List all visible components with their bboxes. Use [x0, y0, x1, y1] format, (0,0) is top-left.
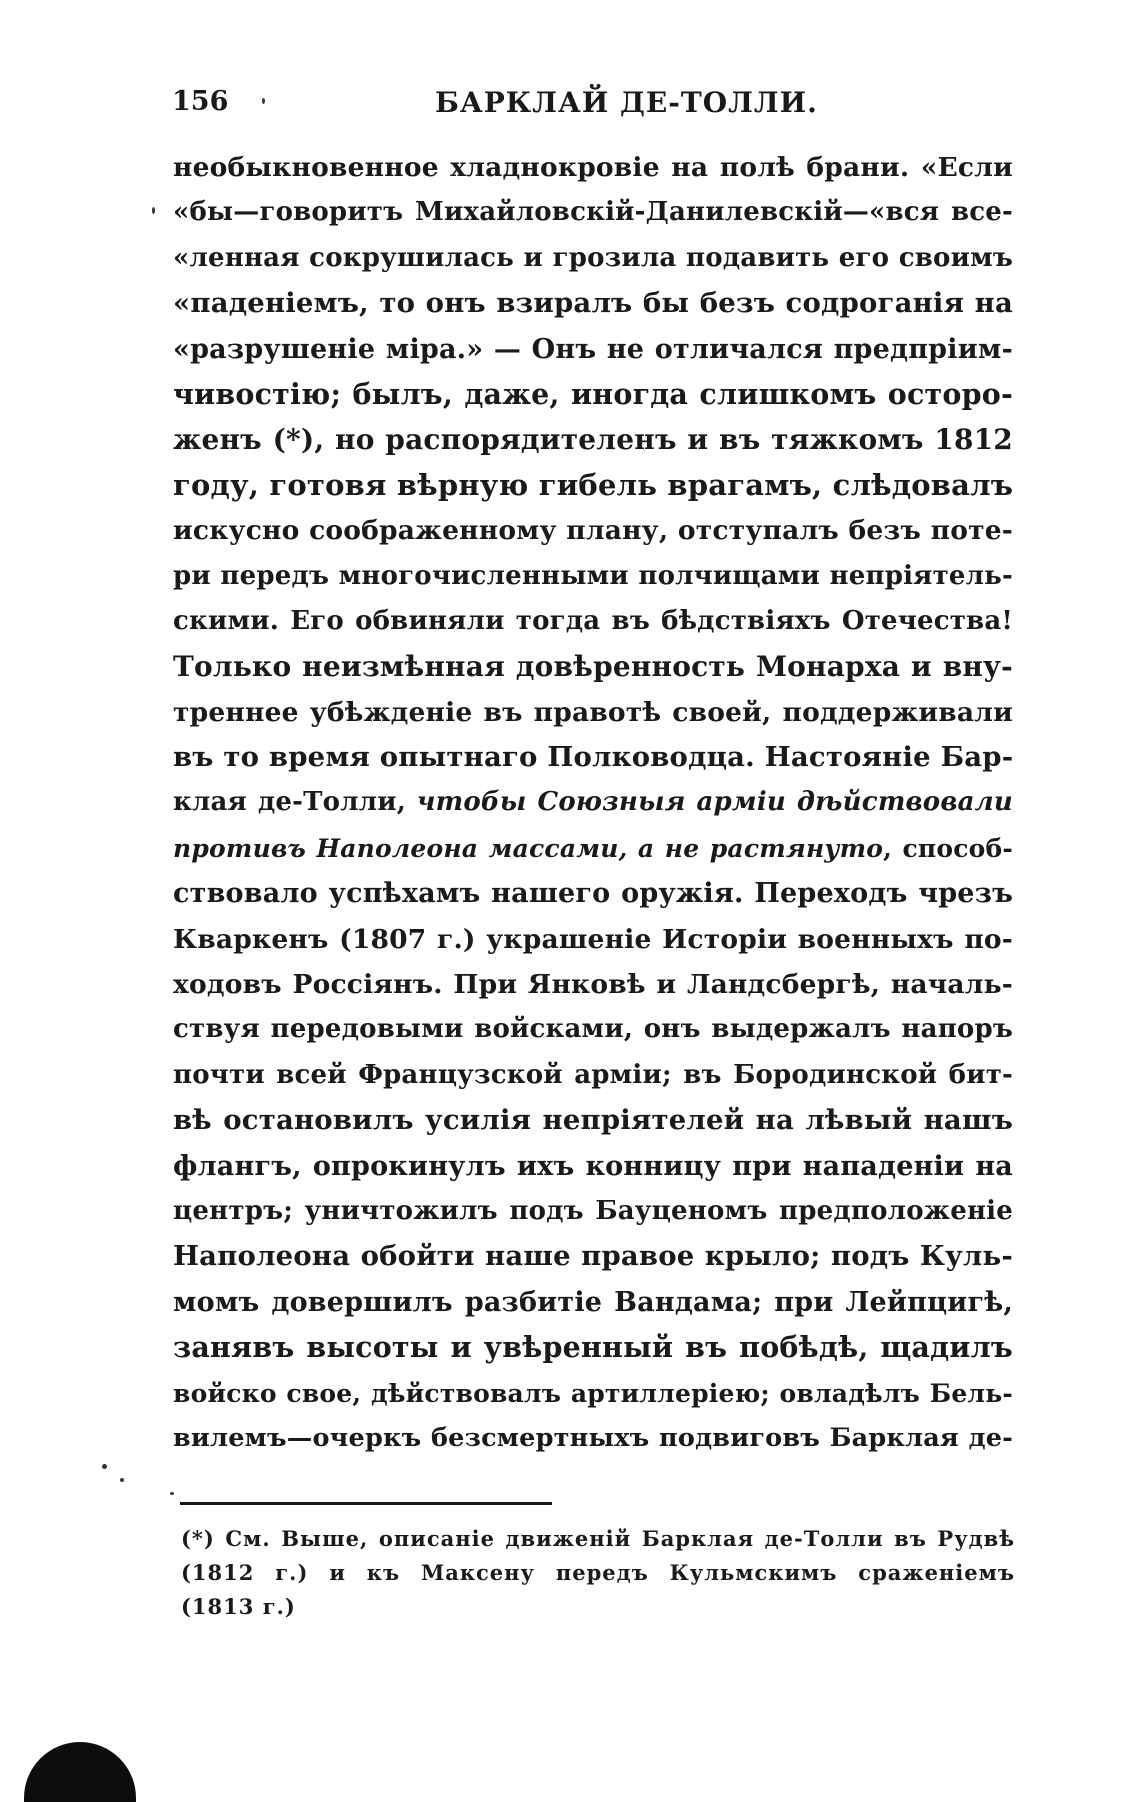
text-line: Кваркенъ (1807 г.) украшеніе Исторіи военныхъ по-	[173, 923, 1013, 955]
text-line: ри передъ многочисленными полчищами непріятель-	[173, 560, 1013, 591]
scan-thumb-shadow	[24, 1742, 136, 1802]
footnote-line: (*) См. Выше, описаніе движеній Барклая де-Толли въ Рудвѣ	[181, 1526, 1015, 1551]
footnote-line: (1812 г.) и къ Максену передъ Кульмскимъ сраженіемъ	[181, 1560, 1015, 1585]
text-line: ствуя передовыми войсками, онъ выдержалъ напоръ	[173, 1014, 1013, 1045]
text-line: вѣ остановилъ усилія непріятелей на лѣвый нашъ	[173, 1104, 1013, 1137]
footnote-rule	[180, 1502, 552, 1505]
italic-phrase: чтобы Союзныя арміи дѣйствовали	[416, 787, 1013, 818]
text-line: скими. Его обвиняли тогда въ бѣдствіяхъ Отечества!	[173, 605, 1013, 636]
body-text	[173, 145, 1013, 1461]
text-line: Наполеона обойти наше правое крыло; подъ Куль-	[173, 1240, 1013, 1273]
scan-speck	[262, 98, 265, 104]
text-line: треннее убѣжденіе въ правотѣ своей, поддерживали	[173, 696, 1013, 728]
scan-speck	[170, 1492, 174, 1495]
text-line: занявъ высоты и увѣренный въ побѣдѣ, щадилъ	[173, 1330, 1013, 1365]
text-line: въ то время опытнаго Полководца. Настояніе Бар-	[173, 741, 1014, 774]
text-line: ствовало успѣхамъ нашего оружія. Переходъ чрезъ	[173, 878, 1013, 910]
running-title: БАРКЛАЙ ДЕ-ТОЛЛИ.	[435, 86, 818, 119]
text-line: «разрушеніе міра.» — Онъ не отличался предпріим-	[173, 333, 1013, 365]
text-line: «ленная сокрушилась и грозила подавить его своимъ	[173, 242, 1013, 273]
text-line: клая де-Толли, чтобы Союзныя арміи дѣйствовали	[173, 787, 1013, 818]
italic-phrase: противъ Наполеона массами, а не растянуто	[173, 833, 884, 863]
scan-speck	[120, 1478, 124, 1482]
text-line: необыкновенное хладнокровіе на полѣ брани. «Если	[173, 152, 1013, 183]
text-line: Только неизмѣнная довѣренность Монарха и вну-	[173, 650, 1013, 684]
footnote-line: (1813 г.)	[181, 1594, 296, 1619]
text-line: году, готовя вѣрную гибель врагамъ, слѣдовалъ	[173, 467, 1014, 502]
text-line: центръ; уничтожилъ подъ Бауценомъ предположеніе	[173, 1195, 1013, 1226]
text-line: «паденіемъ, то онъ взиралъ бы безъ содроганія на	[173, 287, 1013, 320]
page-number: 156	[172, 86, 229, 117]
scan-speck	[102, 1464, 107, 1469]
text-line: вилемъ—очеркъ безсмертныхъ подвиговъ Барклая де-	[173, 1422, 1013, 1453]
text-line: чивостію; былъ, даже, иногда слишкомъ осторо-	[173, 376, 1013, 411]
scan-speck	[152, 207, 155, 214]
text-line: флангъ, опрокинулъ ихъ конницу при нападеніи на	[173, 1150, 1013, 1182]
text-line: противъ Наполеона массами, а не растянуто, способ-	[173, 833, 1014, 863]
text-line: ходовъ Россіянъ. При Янковѣ и Ландсбергѣ, началь-	[173, 969, 1013, 1001]
text-line: почти всей Французской арміи; въ Бородинской бит-	[173, 1059, 1013, 1090]
text-line: искусно соображенному плану, отступалъ безъ поте-	[173, 515, 1013, 547]
text-line: момъ довершилъ разбитіе Вандама; при Лейпцигѣ,	[173, 1286, 1013, 1318]
text-line: женъ (*), но распорядителенъ и въ тяжкомъ 1812	[173, 423, 1013, 457]
text-line: «бы—говоритъ Михайловскій-Данилевскій—«вся все-	[173, 197, 1013, 228]
page-header	[172, 86, 1012, 126]
text-line: войско свое, дѣйствовалъ артиллеріею; овладѣлъ Бель-	[173, 1378, 1013, 1408]
footnote	[181, 1522, 1015, 1624]
